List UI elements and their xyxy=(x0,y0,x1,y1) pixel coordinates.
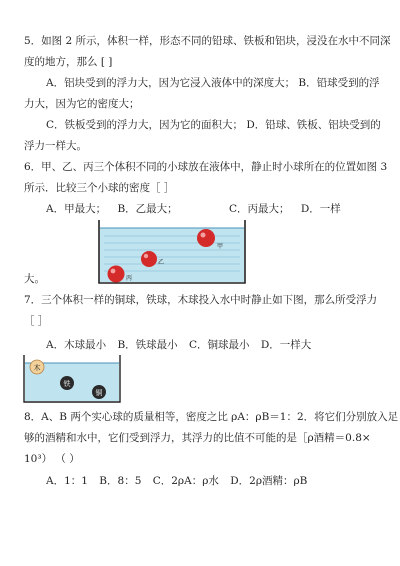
q5-line-4: 力大，因为它的密度大； xyxy=(24,98,140,110)
q8-option-d: D．2ρ酒精：ρB xyxy=(230,475,308,487)
copper-label: 铜 xyxy=(95,389,103,397)
q6-option-c: C．丙最大； xyxy=(229,203,290,215)
q8-line-1: 8．A、B 两个实心球的质量相等，密度之比 ρA：ρB＝1：2．将它们分别放入足 xyxy=(24,411,399,423)
label-bing: 丙 xyxy=(126,275,133,282)
q8-line-2: 够的酒精和水中，它们受到浮力，其浮力的比值不可能的是［ρ酒精＝0.8× xyxy=(24,432,371,444)
q5-line-6: 浮力一样大。 xyxy=(24,140,87,152)
q8-option-a: A．1：1 xyxy=(46,475,88,487)
q7-options xyxy=(46,338,319,352)
q6-options xyxy=(46,202,349,216)
figure-balls-container xyxy=(22,353,122,405)
q6-option-a: A．甲最大； xyxy=(46,203,107,215)
q6-option-b: B．乙最大； xyxy=(117,203,178,215)
ball-bing xyxy=(108,266,125,283)
iron-label: 铁 xyxy=(63,380,71,388)
q6-line-1: 6．甲、乙、丙三个体积不同的小球放在液体中，静止时小球所在的位置如图 3 xyxy=(24,161,388,173)
q8-option-c: C．2ρA：ρ水 xyxy=(152,475,219,487)
figure-3-container xyxy=(96,216,248,286)
q8-line-3: 10³） （ ） xyxy=(24,453,80,465)
q5-line-5: C．铁板受到的浮力大，因为它的面积大； D．铅球、铁板、铝块受到的 xyxy=(46,119,381,131)
q7-option-b: B．铁球最小 xyxy=(117,339,178,351)
q6-line-2: 所示．比较三个小球的密度［ ］ xyxy=(24,182,175,194)
q7-line-2: ［ ］ xyxy=(24,315,49,327)
label-yi: 乙 xyxy=(158,259,165,266)
q7-option-d: D．一样大 xyxy=(260,339,312,351)
q5-line-2: 度的地方，那么 [ ] xyxy=(24,56,113,68)
ball-jia xyxy=(197,229,215,247)
wood-label: 木 xyxy=(33,364,41,372)
q7-option-a: A．木球最小 xyxy=(46,339,107,351)
q5-line-1: 5．如图 2 所示，体积一样，形态不同的铅球、铁板和铝块，浸没在水中不同深 xyxy=(24,35,391,47)
q6-tail: 大。 xyxy=(24,273,45,285)
q7-line-1: 7．三个体积一样的铜球，铁球，木球投入水中时静止如下图，那么所受浮力 xyxy=(24,294,378,306)
q7-option-c: C．铜球最小 xyxy=(189,339,250,351)
ball-yi xyxy=(141,251,157,267)
q8-options xyxy=(46,474,315,488)
q6-option-d: D．一样 xyxy=(300,203,341,215)
q8-option-b: B．8：5 xyxy=(99,475,142,487)
label-jia: 甲 xyxy=(217,243,224,250)
q5-line-3: A．铝块受到的浮力大，因为它浸入液体中的深度大； B．铅球受到的浮 xyxy=(46,77,380,89)
